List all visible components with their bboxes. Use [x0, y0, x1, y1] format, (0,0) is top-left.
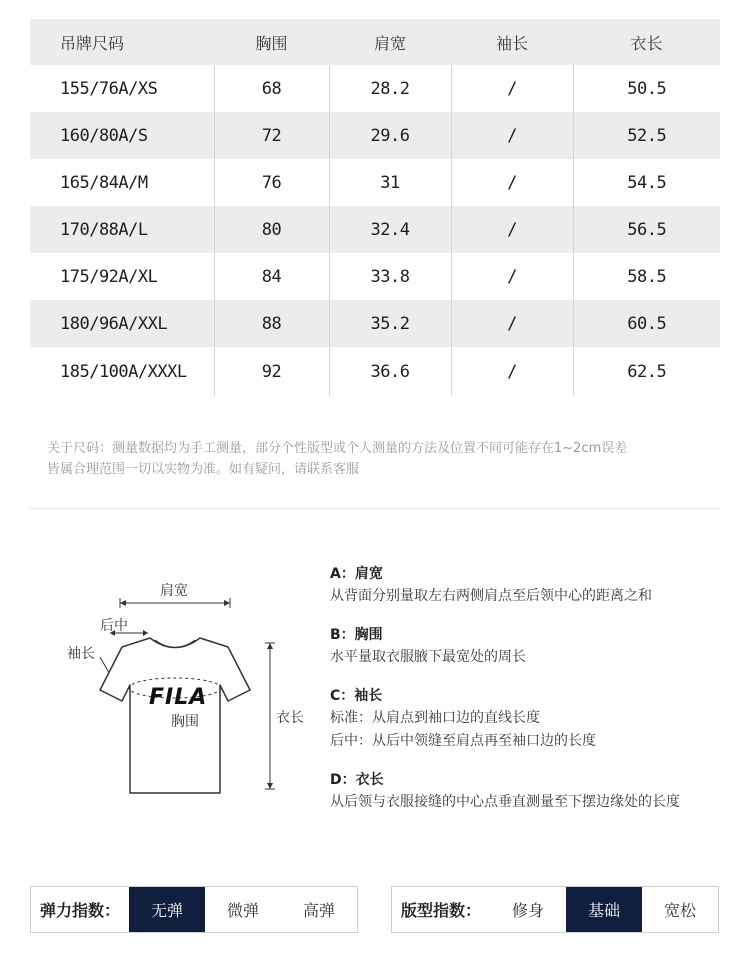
cell-sleeve: /: [451, 112, 573, 159]
cell-length: 60.5: [573, 300, 720, 347]
cell-length: 54.5: [573, 159, 720, 206]
cell-size: 185/100A/XXXL: [60, 361, 187, 382]
elasticity-index: [30, 886, 358, 933]
definition-chest-title: B：胸围: [330, 627, 383, 643]
elasticity-option-high: 高弹: [302, 901, 335, 920]
chest-label: 胸围: [171, 714, 199, 730]
cell-chest: 84: [214, 253, 329, 300]
definition-sleeve-standard: 标准：从肩点到袖口边的直线长度: [330, 710, 540, 726]
cell-chest: 72: [214, 112, 329, 159]
cell-chest: 80: [214, 206, 329, 253]
table-row: [30, 347, 720, 396]
garment-length-label: 衣长: [276, 710, 304, 726]
cell-shoulder: 31: [329, 159, 451, 206]
cell-size: 165/84A/M: [60, 172, 148, 193]
fit-label: 版型指数：: [400, 901, 481, 920]
header-tag-size: 吊牌尺码: [30, 19, 214, 65]
definition-length-title: D：衣长: [330, 772, 384, 788]
cell-size: 170/88A/L: [30, 206, 214, 253]
cell-chest: 88: [214, 300, 329, 347]
cell-size: 175/92A/XL: [60, 266, 158, 287]
cell-size: 155/76A/XS: [60, 78, 158, 99]
section-divider: [30, 508, 720, 509]
size-note: [47, 438, 727, 480]
cell-sleeve: /: [451, 159, 573, 206]
definition-shoulder-text: 从背面分别量取左右两侧肩点至后领中心的距离之和: [330, 588, 652, 604]
size-note-line-1: 关于尺码：测量数据均为手工测量，部分个性版型或个人测量的方法及位置不同可能存在1~2cm误差: [47, 441, 628, 456]
definition-chest-text: 水平量取衣服腋下最宽处的周长: [330, 649, 526, 665]
back-center-label: 后中: [100, 618, 128, 634]
cell-sleeve: /: [451, 206, 573, 253]
size-note-line-2: 皆属合理范围一切以实物为准。如有疑问，请联系客服: [47, 462, 360, 477]
definition-shoulder-title: A：肩宽: [330, 566, 383, 582]
cell-length: 58.5: [573, 253, 720, 300]
definition-chest: [330, 624, 730, 669]
cell-shoulder: 33.8: [329, 253, 451, 300]
fit-index: [391, 886, 719, 933]
definition-length: [330, 769, 730, 814]
fila-logo: FILA: [149, 685, 208, 710]
definition-sleeve-title: C：袖长: [330, 688, 383, 704]
cell-sleeve: /: [451, 65, 573, 112]
definition-length-text: 从后领与衣服接缝的中心点垂直测量至下摆边缘处的长度: [330, 794, 680, 810]
cell-sleeve: /: [451, 300, 573, 347]
cell-chest: 76: [214, 159, 329, 206]
cell-size: 160/80A/S: [30, 112, 214, 159]
cell-length: 50.5: [573, 65, 720, 112]
sleeve-length-label: 袖长: [67, 646, 95, 662]
cell-chest: 68: [214, 65, 329, 112]
cell-chest: 92: [214, 347, 329, 396]
header-length: 衣长: [573, 19, 720, 65]
measurement-definitions: [330, 563, 730, 830]
cell-shoulder: 29.6: [329, 112, 451, 159]
table-header-row: [30, 19, 720, 65]
table-row: [30, 206, 720, 253]
definition-sleeve: [330, 685, 730, 753]
cell-length: 52.5: [573, 112, 720, 159]
cell-shoulder: 28.2: [329, 65, 451, 112]
table-row: [30, 253, 720, 300]
fit-option-slim: 修身: [511, 901, 544, 920]
definition-sleeve-back-center: 后中：从后中领缝至肩点再至袖口边的长度: [330, 733, 596, 749]
fit-option-regular: 基础: [566, 887, 642, 932]
elasticity-label: 弹力指数：: [39, 901, 120, 920]
table-row: [30, 65, 720, 112]
cell-length: 62.5: [573, 347, 720, 396]
cell-shoulder: 32.4: [329, 206, 451, 253]
fit-option-loose: 宽松: [663, 901, 696, 920]
table-row: [30, 159, 720, 206]
cell-sleeve: /: [451, 347, 573, 396]
table-row: [30, 112, 720, 159]
definition-shoulder: [330, 563, 730, 608]
cell-shoulder: 36.6: [329, 347, 451, 396]
cell-shoulder: 35.2: [329, 300, 451, 347]
cell-length: 56.5: [573, 206, 720, 253]
cell-sleeve: /: [451, 253, 573, 300]
elasticity-option-none: 无弹: [129, 887, 205, 932]
header-sleeve: 袖长: [451, 19, 573, 65]
measurement-figure: [60, 575, 320, 805]
header-chest: 胸围: [214, 19, 329, 65]
elasticity-option-slight: 微弹: [226, 901, 259, 920]
table-row: [30, 300, 720, 347]
cell-size: 180/96A/XXL: [30, 300, 214, 347]
header-shoulder: 肩宽: [329, 19, 451, 65]
shoulder-width-label: 肩宽: [160, 583, 188, 599]
size-table: [30, 19, 720, 396]
